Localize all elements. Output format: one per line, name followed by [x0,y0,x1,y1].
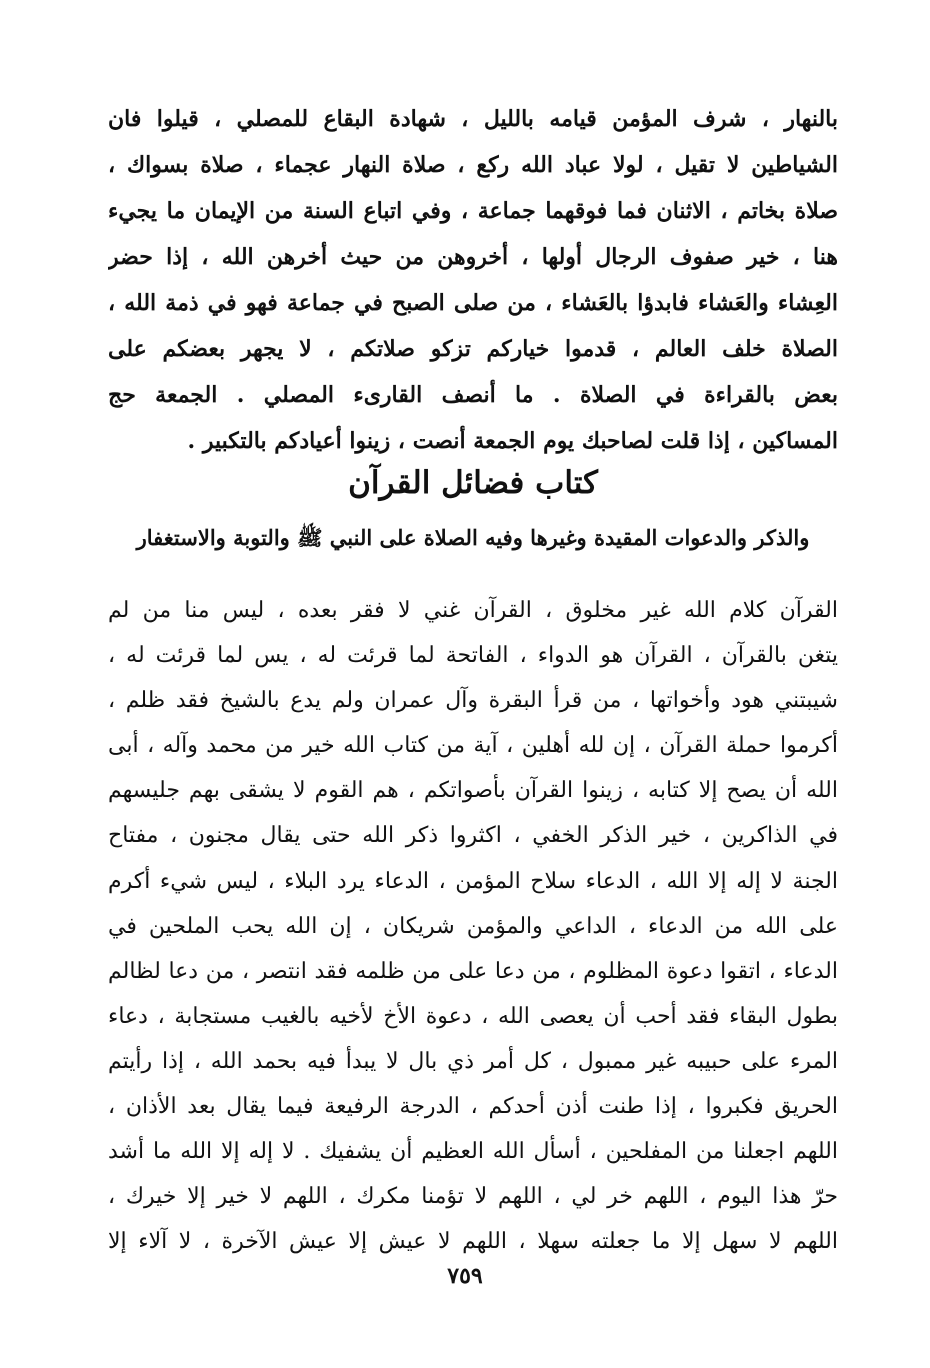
text-line: اللهم اجعلنا من المفلحين ، أسأل الله العظيم أن يشفيك . لا إله إلا الله ما أشد [108,1139,838,1165]
body-paragraph [108,588,838,1264]
text-line: الله أن يصح إلا كتابه ، زينوا القرآن بأصواتكم ، هم القوم لا يشقى بهم جليسهم [108,778,838,804]
text-line: بطول البقاء فقد أحب أن يعصى الله ، دعوة الأخ لأخيه بالغيب مستجابة ، دعاء [108,1003,838,1029]
book-title: كتاب فضائل القرآن [348,465,598,501]
text-line: القرآن كلام الله غير مخلوق ، القرآن غني لا فقر بعده ، ليس منا من لم [108,598,838,623]
text-line: هنا ، خير صفوف الرجال أولها ، أخروهن من حيث أخرهن الله ، إذا حضر [108,244,838,270]
text-line: الصلاة خلف العالم ، قدموا خياركم تزكو صلاتكم ، لا يجهر بعضكم على [108,336,838,362]
text-line: حرّ هذا اليوم ، اللهم خر لي ، اللهم لا تؤمنا مكرك ، اللهم لا خير إلا خيرك ، [108,1184,838,1210]
text-line: المرء على حبيبه غير ممبول ، كل أمر ذي بال لا يبدأ فيه بحمد الله ، إذا رأيتم [108,1048,838,1074]
text-line: على الله من الدعاء ، الداعي والمؤمن شريكان ، إن الله يحب الملحين في [108,913,838,939]
continued-paragraph [108,96,838,464]
text-line: يتغن بالقرآن ، القرآن هو الدواء ، الفاتحة لما قرئت له ، يس لما قرئت له ، [108,643,838,669]
text-line: بعض بالقراءة في الصلاة . ما أنصف القارىء المصلي . الجمعة حج [108,382,838,408]
text-line: المساكين ، إذا قلت لصاحبك يوم الجمعة أنصت ، زينوا أعيادكم بالتكبير . [187,428,838,454]
text-line: الحريق فكبروا ، إذا طنت أذن أحدكم ، الدرجة الرفيعة فيما يقال بعد الأذان ، [108,1094,838,1120]
text-line: الدعاء ، اتقوا دعوة المظلوم ، من دعا على من ظلمه فقد انتصر ، من دعا لظالم [108,958,838,984]
text-line: بالنهار ، شرف المؤمن قيامه بالليل ، شهادة البقاع للمصلي ، قيلوا فان [108,106,838,132]
text-line: الشياطين لا تقيل ، لولا عباد الله ركع ، صلاة النهار عجماء ، صلاة بسواك ، [108,152,838,178]
text-line: شيبتني هود وأخواتها ، من قرأ البقرة وآل عمران ولم يدع بالشيخ فقد ظلم ، [108,688,838,714]
text-line: اللهم لا سهل إلا ما جعلته سهلا ، اللهم لا عيش إلا عيش الآخرة ، لا آلاء إلا [108,1229,838,1255]
text-line: صلاة بخاتم ، الاثنان فما فوقهما جماعة ، وفي اتباع السنة من الإيمان ما يجيء [108,198,838,224]
text-line: العِشاء والعَشاء فابدؤا بالعَشاء ، من صلى الصبح في جماعة فهو في ذمة الله ، [108,290,838,316]
text-line: أكرموا حملة القرآن ، إن لله أهلين ، آية من كتاب الله خير من محمد وآله ، أبى [108,733,838,759]
page-number: ٧٥٩ [447,1263,483,1289]
book-subtitle: والذكر والدعوات المقيدة وغيرها وفيه الصلاة على النبي ﷺ والتوبة والاستغفار [136,525,810,550]
text-line: في الذاكرين ، خير الذكر الخفي ، اكثروا ذكر الله حتى يقال مجنون ، مفتاح [108,823,838,849]
text-line: الجنة لا إله إلا الله ، الدعاء سلاح المؤمن ، الدعاء يرد البلاء ، ليس شيء أكرم [108,868,838,894]
